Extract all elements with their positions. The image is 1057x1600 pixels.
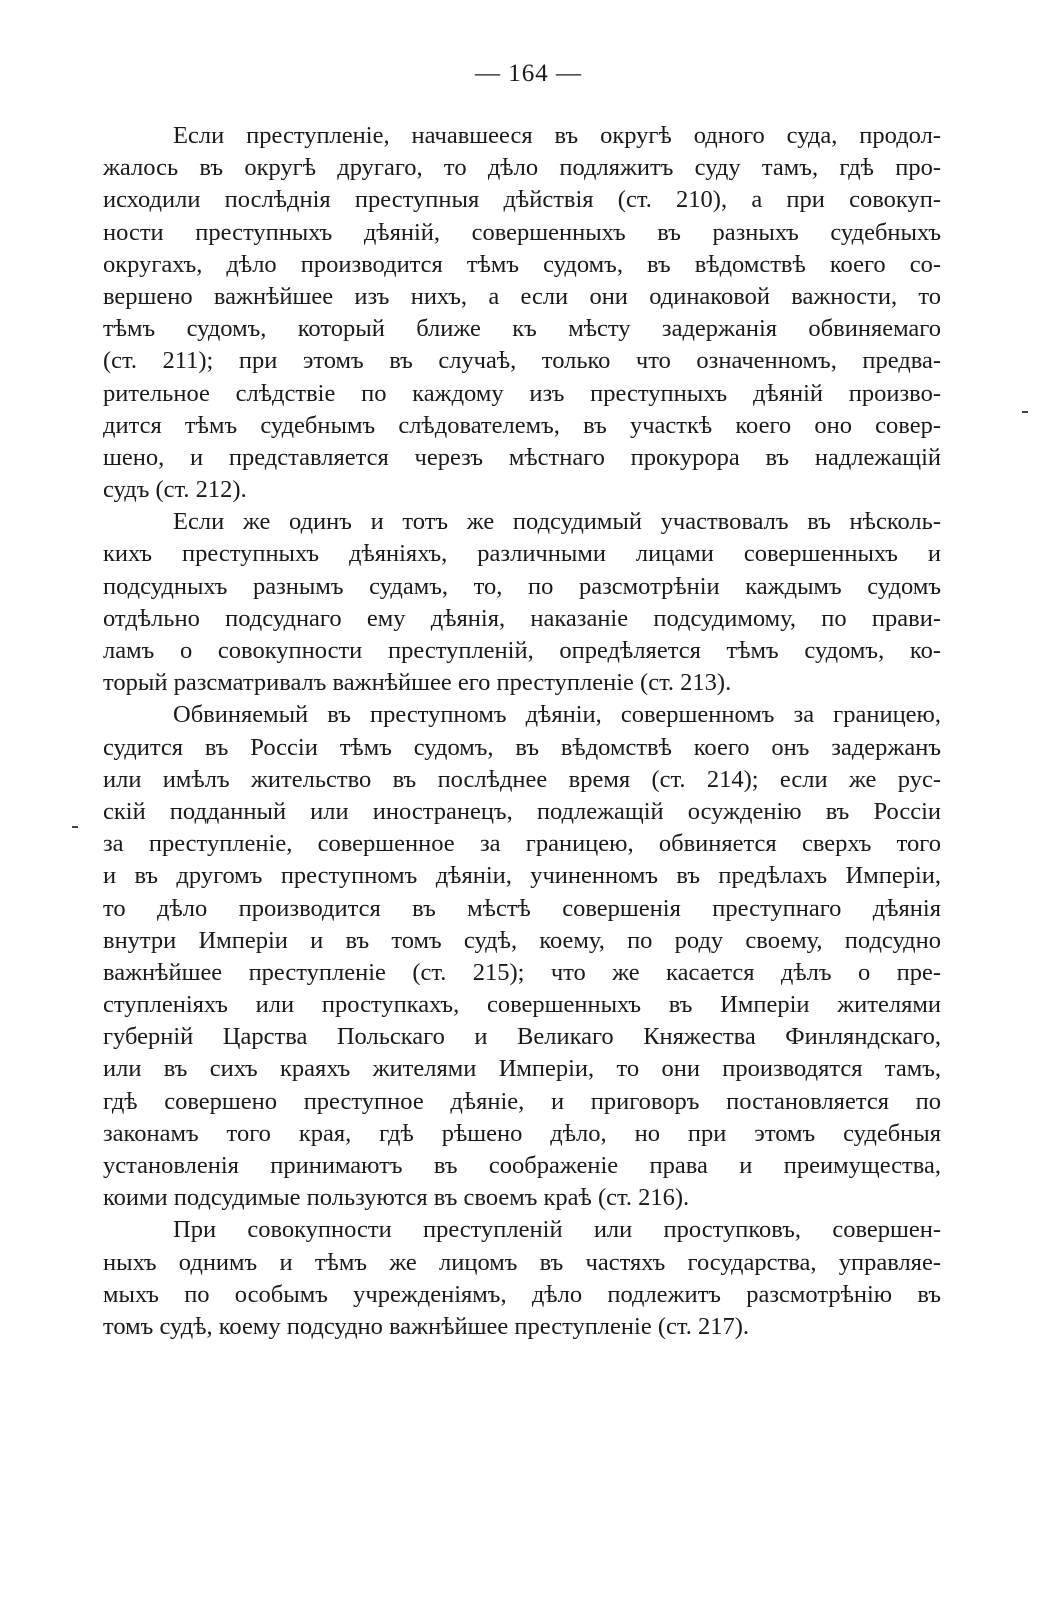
text-line: дится тѣмъ судебнымъ слѣдователемъ, въ участкѣ коего оно совер- <box>103 411 941 439</box>
text-line: ныхъ однимъ и тѣмъ же лицомъ въ частяхъ государства, управляе- <box>103 1248 941 1276</box>
text-line: кихъ преступныхъ дѣяніяхъ, различными лицами совершенныхъ и <box>103 540 941 568</box>
text-line: шено, и представляется черезъ мѣстнаго прокурора въ надлежащій <box>103 443 941 471</box>
text-line: При совокупности преступленій или проступковъ, совершен- <box>173 1216 941 1244</box>
text-line: тѣмъ судомъ, который ближе къ мѣсту задержанія обвиняемаго <box>103 315 941 343</box>
paragraph-4 <box>103 1214 941 1343</box>
text-line: то дѣло производится въ мѣстѣ совершенія преступнаго дѣянія <box>103 894 941 922</box>
paragraph-2 <box>103 506 941 699</box>
text-line: установленія принимаютъ въ соображеніе права и преимущества, <box>103 1152 941 1179</box>
margin-mark <box>72 826 78 828</box>
text-line: законамъ того края, гдѣ рѣшено дѣло, но при этомъ судебныя <box>103 1119 941 1147</box>
margin-mark <box>1022 411 1028 413</box>
text-line: томъ судѣ, коему подсудно важнѣйшее преступленіе (ст. 217). <box>103 1312 750 1340</box>
text-line: Обвиняемый въ преступномъ дѣяніи, совершенномъ за границею, <box>173 701 941 729</box>
text-line: скій подданный или иностранецъ, подлежащій осужденію въ Россіи <box>103 797 941 825</box>
text-line: ламъ о совокупности преступленій, опредѣляется тѣмъ судомъ, ко- <box>103 637 941 664</box>
text-line: губерній Царства Польскаго и Великаго Княжества Финляндскаго, <box>103 1023 941 1051</box>
text-line: (ст. 211); при этомъ въ случаѣ, только что означенномъ, предва- <box>103 347 941 375</box>
text-line: гдѣ совершено преступное дѣяніе, и приговоръ постановляется по <box>103 1087 941 1115</box>
text-line: внутри Имперіи и въ томъ судѣ, коему, по роду своему, подсудно <box>103 926 941 954</box>
text-line: мыхъ по особымъ учрежденіямъ, дѣло подлежитъ разсмотрѣнію въ <box>103 1280 941 1308</box>
text-line: важнѣйшее преступленіе (ст. 215); что же касается дѣлъ о пре- <box>103 958 941 986</box>
text-line: подсудныхъ разнымъ судамъ, то, по разсмотрѣніи каждымъ судомъ <box>103 572 941 600</box>
text-line: округахъ, дѣло производится тѣмъ судомъ, въ вѣдомствѣ коего со- <box>103 250 941 278</box>
text-line: ступленіяхъ или проступкахъ, совершенныхъ въ Имперіи жителями <box>103 991 941 1019</box>
text-line: судъ (ст. 212). <box>103 476 247 504</box>
text-line: или имѣлъ жительство въ послѣднее время (ст. 214); если же рус- <box>103 765 941 793</box>
text-line: Если преступленіе, начавшееся въ округѣ одного суда, продол- <box>173 122 941 149</box>
text-line: коими подсудимые пользуются въ своемъ краѣ (ст. 216). <box>103 1184 690 1212</box>
text-line: жалось въ округѣ другаго, то дѣло подляжитъ суду тамъ, гдѣ про- <box>103 154 941 182</box>
text-line: или въ сихъ краяхъ жителями Имперіи, то они производятся тамъ, <box>103 1055 941 1083</box>
paragraph-1 <box>103 120 941 506</box>
text-line: ности преступныхъ дѣяній, совершенныхъ въ разныхъ судебныхъ <box>103 218 941 246</box>
page-number: — 164 — <box>475 60 582 87</box>
text-line: исходили послѣднія преступныя дѣйствія (ст. 210), а при совокуп- <box>103 186 941 214</box>
text-line: торый разсматривалъ важнѣйшее его преступленіе (ст. 213). <box>103 669 732 697</box>
text-line: рительное слѣдствіе по каждому изъ преступныхъ дѣяній произво- <box>103 379 941 407</box>
text-line: Если же одинъ и тотъ же подсудимый участвовалъ въ нѣсколь- <box>173 508 941 536</box>
body-text <box>103 120 941 1343</box>
text-line: судится въ Россіи тѣмъ судомъ, въ вѣдомствѣ коего онъ задержанъ <box>103 733 941 761</box>
text-line: вершено важнѣйшее изъ нихъ, а если они одинаковой важности, то <box>103 282 941 310</box>
text-line: и въ другомъ преступномъ дѣяніи, учиненномъ въ предѣлахъ Имперіи, <box>103 862 941 890</box>
paragraph-3 <box>103 699 941 1214</box>
text-line: отдѣльно подсуднаго ему дѣянія, наказаніе подсудимому, по прави- <box>103 604 941 632</box>
text-line: за преступленіе, совершенное за границею, обвиняется сверхъ того <box>103 830 941 858</box>
